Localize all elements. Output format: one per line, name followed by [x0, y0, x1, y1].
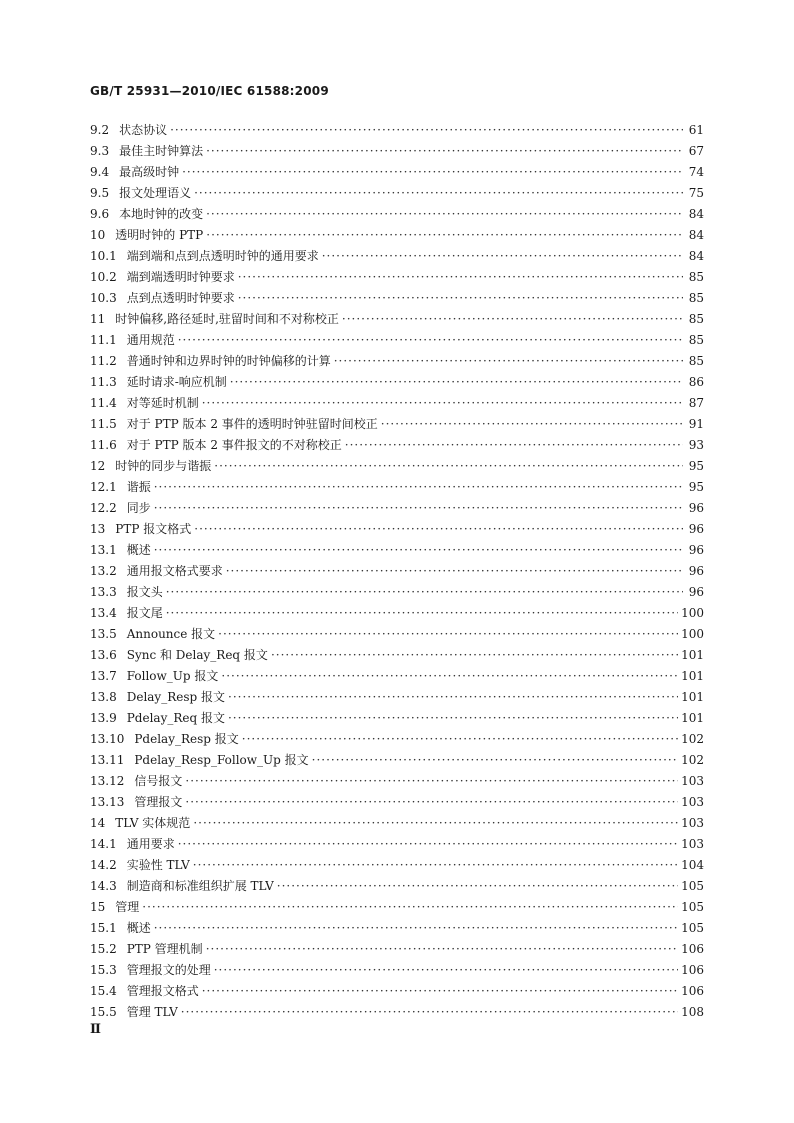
toc-section-title: PTP 管理机制	[126, 942, 203, 956]
toc-page-number: 86	[688, 375, 704, 389]
toc-section-title: 同步	[126, 501, 151, 515]
toc-section-number: 13	[90, 522, 106, 536]
toc-section-number: 12	[90, 459, 106, 473]
toc-dot-leader	[206, 204, 683, 225]
toc-entry[interactable]	[90, 729, 704, 750]
toc-section-number: 11.3	[90, 375, 117, 389]
toc-section-title: 端到端透明时钟要求	[126, 270, 235, 284]
toc-dot-leader	[342, 309, 683, 330]
toc-section-number: 13.9	[90, 711, 117, 725]
toc-section-number: 11.5	[90, 417, 117, 431]
toc-section-title: 对于 PTP 版本 2 事件的透明时钟驻留时间校正	[126, 417, 378, 431]
toc-dot-leader	[206, 141, 683, 162]
toc-section-number: 15.3	[90, 963, 117, 977]
toc-section-number: 13.10	[90, 732, 125, 746]
toc-page-number: 84	[688, 207, 704, 221]
toc-entry[interactable]	[90, 855, 704, 876]
toc-entry[interactable]	[90, 414, 704, 435]
toc-page-number: 101	[681, 711, 704, 725]
toc-section-title: 时钟偏移,路径延时,驻留时间和不对称校正	[115, 312, 339, 326]
toc-section-title: 对于 PTP 版本 2 事件报文的不对称校正	[126, 438, 342, 452]
toc-section-title: 延时请求-响应机制	[126, 375, 227, 389]
toc-section-number: 9.4	[90, 165, 110, 179]
toc-section-title: 最高级时钟	[119, 165, 180, 179]
toc-section-number: 14	[90, 816, 106, 830]
toc-entry[interactable]	[90, 225, 704, 246]
toc-dot-leader	[178, 834, 678, 855]
toc-section-title: Delay_Resp 报文	[126, 690, 226, 704]
toc-dot-leader	[238, 288, 683, 309]
toc-section-number: 13.13	[90, 795, 125, 809]
toc-dot-leader	[193, 813, 678, 834]
toc-page-number: 85	[688, 291, 704, 305]
toc-entry[interactable]	[90, 519, 704, 540]
toc-section-title: Follow_Up 报文	[126, 669, 219, 683]
toc-section-title: 管理报文格式	[126, 984, 199, 998]
toc-page-number: 96	[688, 543, 704, 557]
toc-entry[interactable]	[90, 813, 704, 834]
toc-entry[interactable]	[90, 267, 704, 288]
toc-entry[interactable]	[90, 603, 704, 624]
toc-entry[interactable]	[90, 162, 704, 183]
toc-dot-leader	[238, 267, 683, 288]
toc-page-number: 93	[688, 438, 704, 452]
toc-section-title: 报文头	[126, 585, 163, 599]
toc-section-number: 11	[90, 312, 106, 326]
toc-section-title: Announce 报文	[126, 627, 216, 641]
toc-page-number: 85	[688, 270, 704, 284]
toc-entry[interactable]	[90, 918, 704, 939]
toc-section-title: 通用规范	[126, 333, 175, 347]
toc-page-number: 103	[681, 774, 704, 788]
toc-section-title: 信号报文	[134, 774, 183, 788]
toc-entry[interactable]	[90, 624, 704, 645]
toc-entry[interactable]	[90, 666, 704, 687]
toc-entry[interactable]	[90, 750, 704, 771]
toc-entry[interactable]	[90, 477, 704, 498]
toc-page-number: 96	[688, 522, 704, 536]
toc-entry[interactable]	[90, 246, 704, 267]
toc-entry[interactable]	[90, 372, 704, 393]
toc-dot-leader	[185, 792, 678, 813]
toc-section-number: 13.12	[90, 774, 125, 788]
toc-entry[interactable]	[90, 687, 704, 708]
toc-section-number: 13.2	[90, 564, 117, 578]
toc-entry[interactable]	[90, 645, 704, 666]
page-number-footer: Ⅱ	[90, 1022, 101, 1037]
toc-section-number: 13.11	[90, 753, 125, 767]
toc-dot-leader	[226, 561, 683, 582]
toc-dot-leader	[154, 477, 683, 498]
toc-section-title: 制造商和标准组织扩展 TLV	[126, 879, 274, 893]
toc-page-number: 106	[681, 963, 704, 977]
toc-section-number: 12.1	[90, 480, 117, 494]
toc-page-number: 100	[681, 606, 704, 620]
toc-section-number: 13.3	[90, 585, 117, 599]
toc-section-number: 13.6	[90, 648, 117, 662]
toc-section-number: 11.1	[90, 333, 117, 347]
toc-dot-leader	[218, 624, 678, 645]
toc-page-number: 105	[681, 879, 704, 893]
toc-section-title: Pdelay_Resp 报文	[134, 732, 239, 746]
toc-section-number: 11.4	[90, 396, 117, 410]
toc-section-number: 9.2	[90, 123, 110, 137]
toc-section-title: 本地时钟的改变	[119, 207, 204, 221]
toc-page-number: 104	[681, 858, 704, 872]
toc-entry[interactable]	[90, 834, 704, 855]
toc-page-number: 85	[688, 333, 704, 347]
toc-section-title: 对等延时机制	[126, 396, 199, 410]
toc-entry[interactable]	[90, 120, 704, 141]
toc-page-number: 84	[688, 228, 704, 242]
toc-entry[interactable]	[90, 288, 704, 309]
toc-dot-leader	[185, 771, 678, 792]
toc-section-title: 管理 TLV	[126, 1005, 178, 1019]
toc-section-number: 10.3	[90, 291, 117, 305]
toc-section-number: 9.6	[90, 207, 110, 221]
toc-section-number: 13.4	[90, 606, 117, 620]
toc-dot-leader	[228, 687, 678, 708]
toc-entry[interactable]	[90, 708, 704, 729]
toc-section-title: Sync 和 Delay_Req 报文	[126, 648, 268, 662]
toc-section-title: 概述	[126, 921, 151, 935]
toc-section-title: 谐振	[126, 480, 151, 494]
toc-section-number: 15.1	[90, 921, 117, 935]
toc-section-title: 管理报文	[134, 795, 183, 809]
toc-page-number: 95	[688, 459, 704, 473]
toc-section-title: 管理	[115, 900, 140, 914]
toc-section-title: PTP 报文格式	[115, 522, 192, 536]
toc-page-number: 105	[681, 900, 704, 914]
toc-page-number: 87	[688, 396, 704, 410]
toc-page-number: 103	[681, 816, 704, 830]
toc-page-number: 74	[688, 165, 704, 179]
toc-page-number: 102	[681, 753, 704, 767]
toc-entry[interactable]	[90, 582, 704, 603]
toc-entry[interactable]	[90, 792, 704, 813]
toc-section-number: 10.1	[90, 249, 117, 263]
toc-page-number: 96	[688, 585, 704, 599]
toc-section-number: 13.5	[90, 627, 117, 641]
toc-dot-leader	[178, 330, 683, 351]
toc-dot-leader	[154, 540, 683, 561]
toc-dot-leader	[345, 435, 683, 456]
toc-entry[interactable]	[90, 897, 704, 918]
toc-section-number: 13.8	[90, 690, 117, 704]
toc-entry[interactable]	[90, 1002, 704, 1023]
toc-dot-leader	[193, 855, 678, 876]
toc-section-number: 10.2	[90, 270, 117, 284]
toc-page-number: 85	[688, 354, 704, 368]
toc-dot-leader	[154, 498, 683, 519]
toc-dot-leader	[154, 918, 678, 939]
toc-section-title: 普通时钟和边界时钟的时钟偏移的计算	[126, 354, 331, 368]
toc-entry[interactable]	[90, 330, 704, 351]
toc-page-number: 61	[688, 123, 704, 137]
toc-dot-leader	[194, 183, 683, 204]
toc-section-number: 11.6	[90, 438, 117, 452]
toc-section-title: 实验性 TLV	[126, 858, 190, 872]
toc-section-title: 管理报文的处理	[126, 963, 211, 977]
toc-entry[interactable]	[90, 309, 704, 330]
toc-dot-leader	[194, 519, 683, 540]
toc-entry[interactable]	[90, 351, 704, 372]
toc-section-title: TLV 实体规范	[115, 816, 191, 830]
toc-section-number: 14.1	[90, 837, 117, 851]
toc-page-number: 96	[688, 564, 704, 578]
toc-entry[interactable]	[90, 960, 704, 981]
toc-dot-leader	[214, 456, 683, 477]
toc-section-number: 15.2	[90, 942, 117, 956]
toc-section-number: 14.3	[90, 879, 117, 893]
toc-section-title: 通用报文格式要求	[126, 564, 223, 578]
toc-section-title: 报文尾	[126, 606, 163, 620]
toc-section-title: Pdelay_Resp_Follow_Up 报文	[134, 753, 309, 767]
toc-page-number: 108	[681, 1005, 704, 1019]
toc-section-title: 状态协议	[119, 123, 168, 137]
toc-page-number: 96	[688, 501, 704, 515]
toc-dot-leader	[242, 729, 678, 750]
toc-section-title: 报文处理语义	[119, 186, 192, 200]
toc-page-number: 102	[681, 732, 704, 746]
toc-page-number: 85	[688, 312, 704, 326]
toc-section-number: 15.5	[90, 1005, 117, 1019]
toc-entry[interactable]	[90, 771, 704, 792]
toc-dot-leader	[312, 750, 678, 771]
toc-entry[interactable]	[90, 561, 704, 582]
table-of-contents	[90, 120, 704, 1023]
toc-section-number: 9.3	[90, 144, 110, 158]
toc-dot-leader	[202, 393, 683, 414]
toc-section-title: 时钟的同步与谐振	[115, 459, 212, 473]
toc-dot-leader	[142, 897, 678, 918]
toc-section-title: 最佳主时钟算法	[119, 144, 204, 158]
toc-section-number: 12.2	[90, 501, 117, 515]
toc-entry[interactable]	[90, 939, 704, 960]
toc-dot-leader	[322, 246, 683, 267]
toc-page-number: 101	[681, 669, 704, 683]
toc-section-title: 概述	[126, 543, 151, 557]
toc-page-number: 103	[681, 795, 704, 809]
toc-page-number: 105	[681, 921, 704, 935]
toc-dot-leader	[334, 351, 683, 372]
toc-entry[interactable]	[90, 393, 704, 414]
toc-dot-leader	[170, 120, 683, 141]
toc-entry[interactable]	[90, 540, 704, 561]
toc-section-number: 11.2	[90, 354, 117, 368]
toc-page-number: 101	[681, 690, 704, 704]
toc-section-title: 通用要求	[126, 837, 175, 851]
toc-entry[interactable]	[90, 456, 704, 477]
toc-section-number: 9.5	[90, 186, 110, 200]
toc-dot-leader	[166, 582, 683, 603]
toc-dot-leader	[182, 162, 683, 183]
toc-entry[interactable]	[90, 498, 704, 519]
toc-section-number: 10	[90, 228, 106, 242]
toc-dot-leader	[228, 708, 678, 729]
toc-dot-leader	[271, 645, 678, 666]
toc-page-number: 84	[688, 249, 704, 263]
toc-section-number: 13.1	[90, 543, 117, 557]
toc-entry[interactable]	[90, 876, 704, 897]
toc-dot-leader	[230, 372, 683, 393]
toc-section-title: 点到点透明时钟要求	[126, 291, 235, 305]
toc-section-number: 13.7	[90, 669, 117, 683]
toc-section-number: 15	[90, 900, 106, 914]
document-header: GB/T 25931—2010/IEC 61588:2009	[90, 84, 329, 98]
toc-section-number: 15.4	[90, 984, 117, 998]
toc-page-number: 103	[681, 837, 704, 851]
toc-entry[interactable]	[90, 204, 704, 225]
toc-dot-leader	[221, 666, 678, 687]
toc-dot-leader	[206, 939, 678, 960]
toc-dot-leader	[181, 1002, 678, 1023]
toc-page-number: 67	[688, 144, 704, 158]
toc-page-number: 106	[681, 942, 704, 956]
toc-entry[interactable]	[90, 981, 704, 1002]
toc-dot-leader	[381, 414, 683, 435]
toc-dot-leader	[214, 960, 678, 981]
toc-entry[interactable]	[90, 435, 704, 456]
toc-page-number: 100	[681, 627, 704, 641]
toc-section-title: 透明时钟的 PTP	[115, 228, 204, 242]
toc-page-number: 75	[688, 186, 704, 200]
toc-page-number: 106	[681, 984, 704, 998]
toc-dot-leader	[206, 225, 683, 246]
toc-page-number: 91	[688, 417, 704, 431]
toc-section-number: 14.2	[90, 858, 117, 872]
toc-dot-leader	[166, 603, 678, 624]
toc-section-title: 端到端和点到点透明时钟的通用要求	[126, 249, 319, 263]
toc-page-number: 101	[681, 648, 704, 662]
toc-dot-leader	[202, 981, 678, 1002]
toc-section-title: Pdelay_Req 报文	[126, 711, 225, 725]
toc-page-number: 95	[688, 480, 704, 494]
toc-dot-leader	[277, 876, 678, 897]
toc-entry[interactable]	[90, 183, 704, 204]
toc-entry[interactable]	[90, 141, 704, 162]
